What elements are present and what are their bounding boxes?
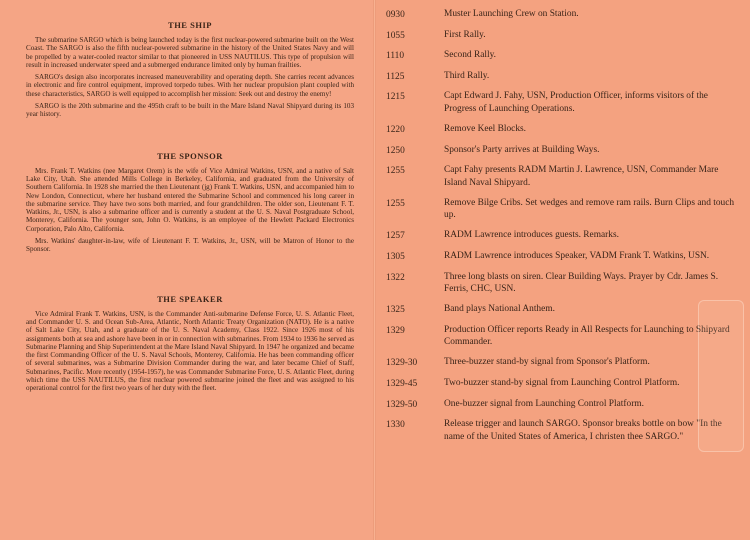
sponsor-paragraph: Mrs. Watkins' daughter-in-law, wife of Lieutenant F. T. Watkins, Jr., USN, will be Matron of Honor to the Sponsor. — [26, 237, 354, 254]
schedule-time: 0930 — [386, 10, 405, 20]
schedule-time: 1125 — [386, 71, 405, 82]
schedule-time: 1255 — [386, 166, 405, 177]
schedule-event: Remove Bilge Cribs. Set wedges and remove ram rails. Burn Clips and touch up. — [444, 197, 735, 221]
schedule-event: Three-buzzer stand-by signal from Sponsor's Platform. — [444, 357, 650, 368]
schedule-time: 1329 — [386, 325, 405, 336]
ship-section — [26, 20, 354, 119]
schedule-row — [386, 377, 740, 390]
ship-paragraph: SARGO's design also incorporates increased maneuverability and operating depth. She carries recent advances in electronic and fire control equipment, improved torpedo tubes. With her nuclear propulsion plant coupled with these characteristics, SARGO is well equipped to accomplish her mission: Seek out and destroy the enemy! — [26, 73, 354, 98]
schedule-time: 1055 — [386, 30, 405, 41]
schedule-time: 1325 — [386, 305, 405, 316]
schedule-row — [386, 250, 740, 263]
launch-schedule — [386, 8, 740, 443]
schedule-time: 1110 — [386, 51, 405, 62]
schedule-event: One-buzzer signal from Launching Control Platform. — [444, 398, 644, 409]
schedule-row — [386, 123, 740, 136]
schedule-time: 1322 — [386, 272, 405, 283]
ship-heading: THE SHIP — [168, 20, 212, 30]
right-page — [376, 0, 750, 540]
schedule-row — [386, 164, 740, 189]
schedule-event: Three long blasts on siren. Clear Building Ways. Prayer by Cdr. James S. Ferris, CHC, USN. — [444, 271, 719, 295]
ship-paragraph: The submarine SARGO which is being launched today is the first nuclear-powered submarine built on the West Coast. The SARGO is also the fifth nuclear-powered submarine in the history of the United States Navy and will be propelled by a water-cooled reactor similar to that pioneered in USS NAUTILUS. This type of propulsion will result in increased underwater speed and a submerged endurance limited only by human frailties. — [26, 36, 354, 69]
schedule-time: 1250 — [386, 145, 405, 156]
schedule-event: First Rally. — [444, 29, 486, 40]
schedule-event: Sponsor's Party arrives at Building Ways. — [444, 144, 600, 155]
schedule-event: Band plays National Anthem. — [444, 304, 555, 315]
speaker-heading: THE SPEAKER — [157, 293, 223, 304]
schedule-row — [386, 49, 740, 62]
schedule-time: 1330 — [386, 420, 405, 431]
speaker-section — [26, 294, 354, 393]
schedule-row — [386, 356, 740, 369]
schedule-time: 1329-50 — [386, 399, 418, 410]
schedule-row — [386, 90, 740, 115]
schedule-event: Two-buzzer stand-by signal from Launching Control Platform. — [444, 377, 680, 388]
schedule-row — [386, 144, 740, 157]
schedule-event: Remove Keel Blocks. — [444, 123, 527, 134]
schedule-event: Release trigger and launch SARGO. Sponsor breaks bottle on bow "In the name of the United States of America, I christen thee SARGO." — [444, 419, 722, 442]
faded-stamp — [698, 300, 744, 452]
ship-paragraph: SARGO is the 20th submarine and the 495th craft to be built in the Mare Island Naval Shipyard during its 103 year history. — [26, 102, 354, 119]
schedule-time: 1220 — [386, 124, 405, 135]
schedule-row — [386, 29, 740, 42]
schedule-row — [386, 418, 740, 443]
schedule-row — [386, 303, 740, 316]
schedule-event: RADM Lawrence introduces Speaker, VADM Frank T. Watkins, USN. — [444, 250, 710, 261]
schedule-time: 1329-45 — [386, 378, 418, 389]
left-page — [0, 0, 374, 540]
sponsor-paragraph: Mrs. Frank T. Watkins (nee Margaret Orem) is the wife of Vice Admiral Watkins, USN, and a native of Salt Lake City, Utah. She attended Mills College in Berkeley, California, and graduated from the University of Southern California. In 1928 she married the then Lieutenant (jg) Frank T. Watkins, USN, and accompanied him to New London, Connecticut, where her husband entered the Submarine School and commenced his long career in the submarine service. They have two sons both married, and four grandchildren. The older son, Lieutenant F. T. Watkins, Jr., USN, is also a submarine officer and is currently a student at the U. S. Naval Postgraduate School, Monterey, California. The younger son, John O. Watkins, is an employee of the Hewlett Packard Electronics Corporation, Palo Alto, California. — [26, 166, 354, 233]
schedule-row — [386, 70, 740, 83]
schedule-row — [386, 271, 740, 296]
schedule-time: 1215 — [386, 92, 405, 103]
schedule-row — [386, 398, 740, 411]
schedule-event: Second Rally. — [444, 50, 496, 61]
schedule-row — [386, 324, 740, 349]
schedule-event: Capt Fahy presents RADM Martin J. Lawrence, USN, Commander Mare Island Naval Shipyard. — [444, 165, 719, 188]
schedule-row — [386, 8, 740, 21]
speaker-paragraph: Vice Admiral Frank T. Watkins, USN, is the Commander Anti-submarine Defense Force, U. S. Atlantic Fleet, and Commander U. S. and Ocean Sub-Area, Atlantic, North Atlantic Treaty Organization (NATO). He is a native of Salt Lake City, Utah, and a graduate of the U. S. Naval Academy, Class 1922. Since 1926 most of his assignments both at sea and ashore have been in or in connection with submarines. From 1934 to 1936 he served as Submarine Planning and Ship Superintendent at the Mare Island Naval Shipyard. In 1947 he organized and became the first Commanding Officer of the U. S. Naval Schools, Monterey, California. He has been commanding officer of several submarines, was a Submarine Division Commander during the war, and later became Chief of Staff, Submarines, Pacific. More recently (1954-1957), he was Commander Submarine Force, U. S. Atlantic Fleet, during which time the USS NAUTILUS, the first nuclear powered submarine joined the fleet and was assigned to his operational control for the first two years of her duty with the fleet. — [26, 309, 355, 393]
schedule-event: Production Officer reports Ready in All Respects for Launching to Shipyard Commander. — [444, 324, 730, 348]
schedule-time: 1305 — [386, 251, 405, 262]
schedule-row — [386, 229, 740, 242]
schedule-time: 1257 — [386, 231, 405, 242]
schedule-event: Muster Launching Crew on Station. — [444, 9, 579, 19]
schedule-time: 1255 — [386, 198, 405, 209]
schedule-event: Capt Edward J. Fahy, USN, Production Officer, informs visitors of the Progress of Launching Operations. — [444, 91, 708, 114]
sponsor-heading: THE SPONSOR — [157, 150, 223, 161]
schedule-event: Third Rally. — [444, 70, 490, 81]
schedule-event: RADM Lawrence introduces guests. Remarks. — [444, 230, 619, 241]
schedule-row — [386, 197, 740, 222]
sponsor-section — [26, 151, 354, 254]
schedule-time: 1329-30 — [386, 358, 418, 369]
